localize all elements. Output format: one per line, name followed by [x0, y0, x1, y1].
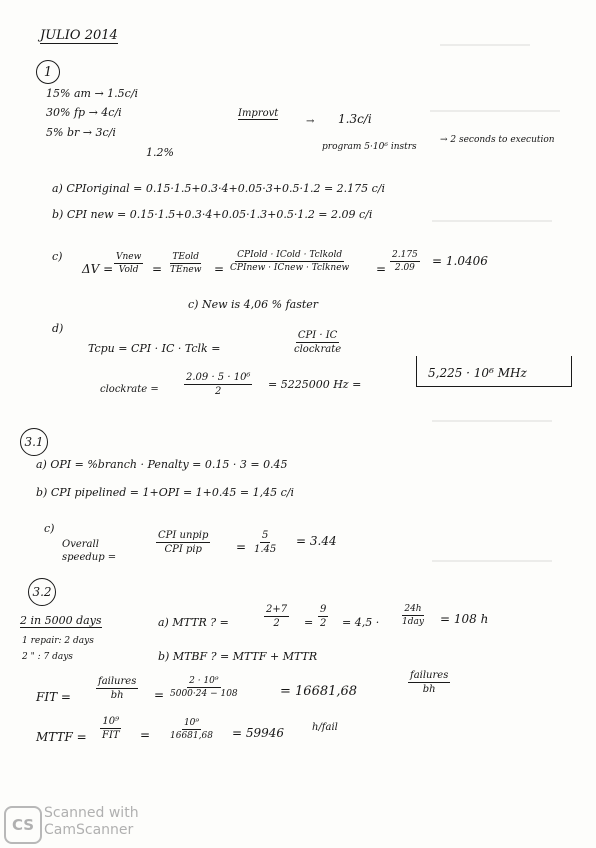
fit-lhs: FIT = — [36, 690, 71, 704]
bleed-through-line — [432, 560, 552, 562]
q1c-result: = 1.0406 — [432, 254, 488, 268]
q32-side-note-2: 1 repair: 2 days — [22, 636, 94, 646]
mttf-lhs: MTTF = — [36, 730, 87, 744]
q1-item-fp: 30% fp → 4c/i — [46, 106, 122, 119]
q1c-lhs: ΔV = — [82, 262, 114, 276]
improve-arrow: → — [306, 116, 315, 127]
bleed-through-line — [440, 44, 530, 46]
camscanner-watermark — [44, 805, 139, 839]
mttf-frac1: 10⁹ FIT — [102, 716, 120, 741]
fit-frac-units: failures bh — [98, 676, 137, 701]
q1b: b) CPI new = 0.15·1.5+0.3·4+0.05·1.3+0.5·1.2 = 2.09 c/i — [52, 208, 373, 221]
q31c-frac-cpi: CPI unpip CPI pip — [158, 530, 209, 555]
q31c-label: c) — [44, 522, 55, 535]
answer-box — [416, 356, 572, 387]
q31c-frac-values: $\frac{5}{1.45}$ — [254, 530, 277, 555]
program-note: → 2 seconds to execution — [440, 135, 555, 145]
q32a-mid: = 4,5 · — [342, 616, 380, 629]
q1d-frac: CPI · IC clockrate — [294, 330, 342, 355]
q1d-tcpu: Tcpu = CPI · IC · Tclk = — [88, 342, 221, 355]
q1a: a) CPIoriginal = 0.15·1.5+0.3·4+0.05·3+0.5·1.2 = 2.175 c/i — [52, 182, 386, 195]
q1c-frac-cpi: CPIold · ICold · Tclkold CPInew · ICnew · Tclknew — [230, 250, 350, 273]
q32-side-note-1: 2 in 5000 days — [20, 614, 102, 627]
q1-item-am: 15% am → 1.5c/i — [46, 87, 139, 100]
program-text: program 5·10⁶ instrs — [322, 142, 417, 152]
q32a-text: a) MTTR ? = — [158, 616, 229, 629]
q32-side-note-3: 2 " : 7 days — [22, 652, 73, 662]
camscanner-logo-icon: CS — [4, 806, 42, 844]
improve-value: 1.3c/i — [338, 112, 372, 126]
q1c-note: c) New is 4,06 % faster — [188, 298, 319, 311]
equals: = — [214, 262, 225, 276]
watermark-line-1: Scanned with — [44, 805, 139, 821]
mttf-frac2: $\frac{\text{10⁹}}{16681,68}$ — [170, 718, 213, 741]
equals: = — [152, 262, 163, 276]
q1-item-other: 1.2% — [146, 146, 174, 159]
q31b: b) CPI pipelined = 1+OPI = 1+0.45 = 1,45 c/i — [36, 486, 294, 499]
equals: = — [154, 688, 165, 702]
q1c-frac-te: TEold TEnew — [170, 252, 202, 275]
equals: = — [140, 728, 151, 742]
q1d-boxed-answer: 5,225 · 10⁶ MHz — [428, 366, 527, 380]
bleed-through-line — [432, 220, 552, 222]
q31a: a) OPI = %branch · Penalty = 0.15 · 3 = 0.45 — [36, 458, 288, 471]
q32a-result: = 108 h — [440, 612, 489, 626]
q32b-text: b) MTBF ? = MTTF + MTTR — [158, 650, 318, 663]
fit-result: = 16681,68 — [280, 684, 358, 699]
q31c-result: = 3.44 — [296, 534, 337, 548]
improve-label: Improvt — [238, 108, 279, 119]
q1c-frac-v: Vnew Vold — [116, 252, 142, 275]
q1c-label: c) — [52, 250, 63, 263]
bleed-through-line — [430, 110, 560, 112]
bleed-through-line — [432, 420, 552, 422]
mttf-result: = 59946 — [232, 726, 285, 740]
watermark-line-2: CamScanner — [44, 822, 134, 838]
equals: = — [236, 540, 247, 554]
fit-frac-values: $\frac{\text{2 · 10⁹}}{5000\cdot 24 - 108}$ — [170, 676, 238, 699]
question-3-1-number: 3.1 — [20, 428, 48, 456]
fit-unit: failures bh — [410, 670, 449, 695]
q32a-frac3: 24h 1day — [402, 604, 424, 627]
mttf-unit: h/fail — [312, 722, 338, 733]
q1d-clock-frac: $\frac{\text{2.09 · 5 · 10⁶}}{2}$ — [186, 372, 251, 397]
q1d-clock-result: = 5225000 Hz = — [268, 378, 362, 391]
question-1-number: 1 — [36, 60, 60, 84]
q1d-label: d) — [52, 322, 64, 335]
date-heading: JULIO 2014 — [40, 28, 118, 43]
q31c-lhs: Overall speedup = — [62, 539, 117, 563]
q32a-frac2: $\frac{9}{2}$ — [320, 604, 327, 629]
q1-item-br: 5% br → 3c/i — [46, 126, 116, 139]
question-3-2-number: 3.2 — [28, 578, 56, 606]
equals: = — [376, 262, 387, 276]
q32a-frac1: $\frac{2+7}{2}$ — [266, 604, 288, 629]
equals: = — [304, 616, 314, 629]
q1c-frac-values: $\frac{2.175}{2.09}$ — [392, 250, 418, 273]
q1d-clock-lhs: clockrate = — [100, 384, 159, 395]
